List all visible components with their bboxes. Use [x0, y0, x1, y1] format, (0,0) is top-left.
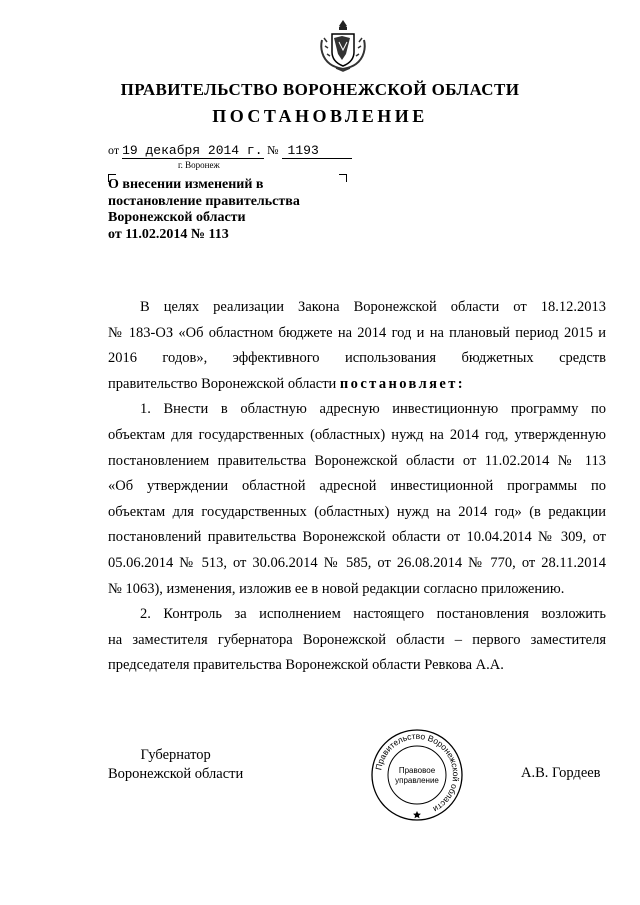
organization-name: ПРАВИТЕЛЬСТВО ВОРОНЕЖСКОЙ ОБЛАСТИ [120, 80, 520, 99]
number-label: № [267, 143, 279, 157]
text-line: В целях реализации Закона Воронежской области от 18.12.2013 [140, 299, 606, 315]
text-line: постановлений правительства Воронежской области от 10.04.2014 № 309, от [108, 529, 606, 546]
text-line: 2. Контроль за исполнением настоящего постановления возложить [140, 606, 606, 623]
coat-of-arms-icon [318, 18, 368, 72]
text-line: «Об утверждении областной адресной инвестиционной программы по [108, 478, 606, 495]
date-from-label: от [108, 143, 120, 157]
text-line-wrap [108, 372, 606, 398]
text-line: председателя правительства Воронежской области Ревкова А.А. [108, 657, 504, 674]
clause-2 [108, 602, 606, 679]
document-number: 1193 [282, 144, 352, 159]
official-seal-icon [369, 727, 465, 823]
document-date: 19 декабря 2014 г. [122, 143, 263, 158]
subject-line: Воронежской области [108, 210, 246, 225]
text-line: 05.06.2014 № 513, от 30.06.2014 № 585, от 26.08.2014 № 770, от 28.11.2014 [108, 554, 606, 571]
subject-line: О внесении изменений в [108, 177, 264, 192]
seal-center-line: управление [395, 776, 439, 785]
document-type: ПОСТАНОВЛЕНИЕ [212, 106, 428, 126]
signatory-title-line: Воронежской области [108, 766, 244, 782]
subject-line: от 11.02.2014 № 113 [108, 226, 229, 242]
seal-star-icon [413, 811, 421, 818]
clause-1 [108, 397, 606, 602]
text-line: постановлением правительства Воронежской области от 11.02.2014 № 113 [108, 452, 606, 469]
preamble-paragraph [108, 295, 606, 397]
text-line: объектам для государственных (областных) нужд на 2014 год» (в редакции [108, 503, 606, 520]
text-line: 2016 годов», эффективного использования бюджетных средств [108, 350, 606, 367]
signatory-title-line: Губернатор [140, 747, 211, 763]
text-line: 1. Внести в областную адресную инвестиционную программу по [140, 401, 606, 418]
text-line: объектам для государственных (областных) нужд на 2014 год, утвержденную [108, 426, 606, 443]
dateline [108, 143, 352, 159]
seal-center-line: Правовое [398, 766, 436, 775]
text-line: № 183-ОЗ «Об областном бюджете на 2014 год и на плановый период 2015 и [108, 324, 606, 341]
signatory-title [108, 746, 243, 784]
decree-word: постановляет: [339, 375, 465, 392]
seal-ring-text: Правительство Воронежской области [373, 730, 462, 815]
document-subject [108, 177, 348, 243]
text-line: № 1063), изменения, изложив ее в новой редакции согласно приложению. [108, 580, 565, 597]
signatory-name: А.В. Гордеев [521, 765, 601, 781]
text-line: правительство Воронежской области [108, 375, 337, 392]
text-line: на заместителя губернатора Воронежской области – первого заместителя [108, 631, 606, 648]
subject-line: постановление правительства [108, 193, 300, 209]
city: г. Воронеж [178, 160, 220, 170]
document-body [108, 295, 606, 679]
